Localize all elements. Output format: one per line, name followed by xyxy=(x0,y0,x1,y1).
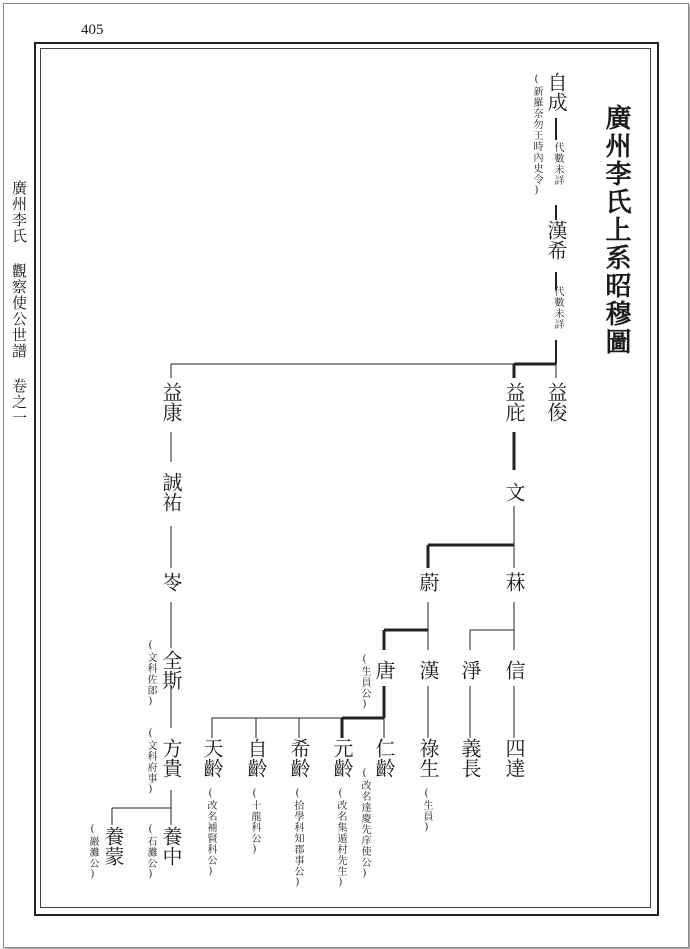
person-illyeong: 仁齡 xyxy=(372,738,396,778)
chart-title: 廣州李氏上系昭穆圖 xyxy=(601,104,631,356)
person-banggwi: 方貴 xyxy=(159,738,183,778)
person-noksaeng: 祿生 xyxy=(416,738,440,778)
person-ikgang: 益康 xyxy=(159,382,183,422)
person-jaseong: 自成 xyxy=(544,72,568,112)
person-jeonsa: 全斯 xyxy=(159,650,183,690)
person-ikbi: 益庇 xyxy=(502,382,526,422)
note-illyeong: (改名達慶先庠使公) xyxy=(359,768,370,880)
person-ikjun: 益俊 xyxy=(544,382,568,422)
person-chul: 菻 xyxy=(502,572,526,592)
person-wi: 蔚 xyxy=(416,572,440,592)
person-dang: 唐 xyxy=(372,660,396,680)
note-generations-unknown-1: 代數未詳 xyxy=(552,142,563,186)
page-number: 405 xyxy=(81,22,104,38)
side-title: 廣州李氏 觀察使公世譜 卷之一 xyxy=(10,180,28,426)
note-wollyeong: (改名集遁村先生) xyxy=(335,788,346,889)
note-yangjung: (石灘公) xyxy=(145,824,156,881)
person-sin: 信 xyxy=(502,660,526,680)
note-generations-unknown-2: 代數未詳 xyxy=(552,286,563,330)
note-yangmong: (巖灘公) xyxy=(87,824,98,881)
person-seongu: 誠祐 xyxy=(159,472,183,512)
person-cheollyeong: 天齡 xyxy=(200,738,224,778)
note-jaseong: (新羅奈勿王時內史令) xyxy=(531,74,542,197)
person-han: 漢 xyxy=(416,660,440,680)
note-dang: (生員公) xyxy=(359,654,370,711)
person-mun: 文 xyxy=(502,482,526,502)
person-yangjung: 養中 xyxy=(159,826,183,866)
note-banggwi: (文科府事) xyxy=(145,728,156,796)
person-jaryeong: 自齡 xyxy=(244,738,268,778)
person-wollyeong: 元齡 xyxy=(330,738,354,778)
note-jaryeong: (十龍科公) xyxy=(249,788,260,856)
note-huiryeong: (拾學科知郡事公) xyxy=(292,788,303,889)
person-uijang: 義長 xyxy=(458,738,482,778)
note-noksaeng: (生員) xyxy=(421,788,432,834)
person-jeong: 淨 xyxy=(458,660,482,680)
person-huiryeong: 希齡 xyxy=(287,738,311,778)
person-sadal: 四達 xyxy=(502,738,526,778)
note-jeonsa: (文科佐郎) xyxy=(145,640,156,708)
note-cheollyeong: (改名補賢科公) xyxy=(205,788,216,878)
person-yangmong: 養蒙 xyxy=(101,826,125,866)
person-yeong: 岺 xyxy=(159,572,183,592)
person-hanhui: 漢希 xyxy=(544,220,568,260)
